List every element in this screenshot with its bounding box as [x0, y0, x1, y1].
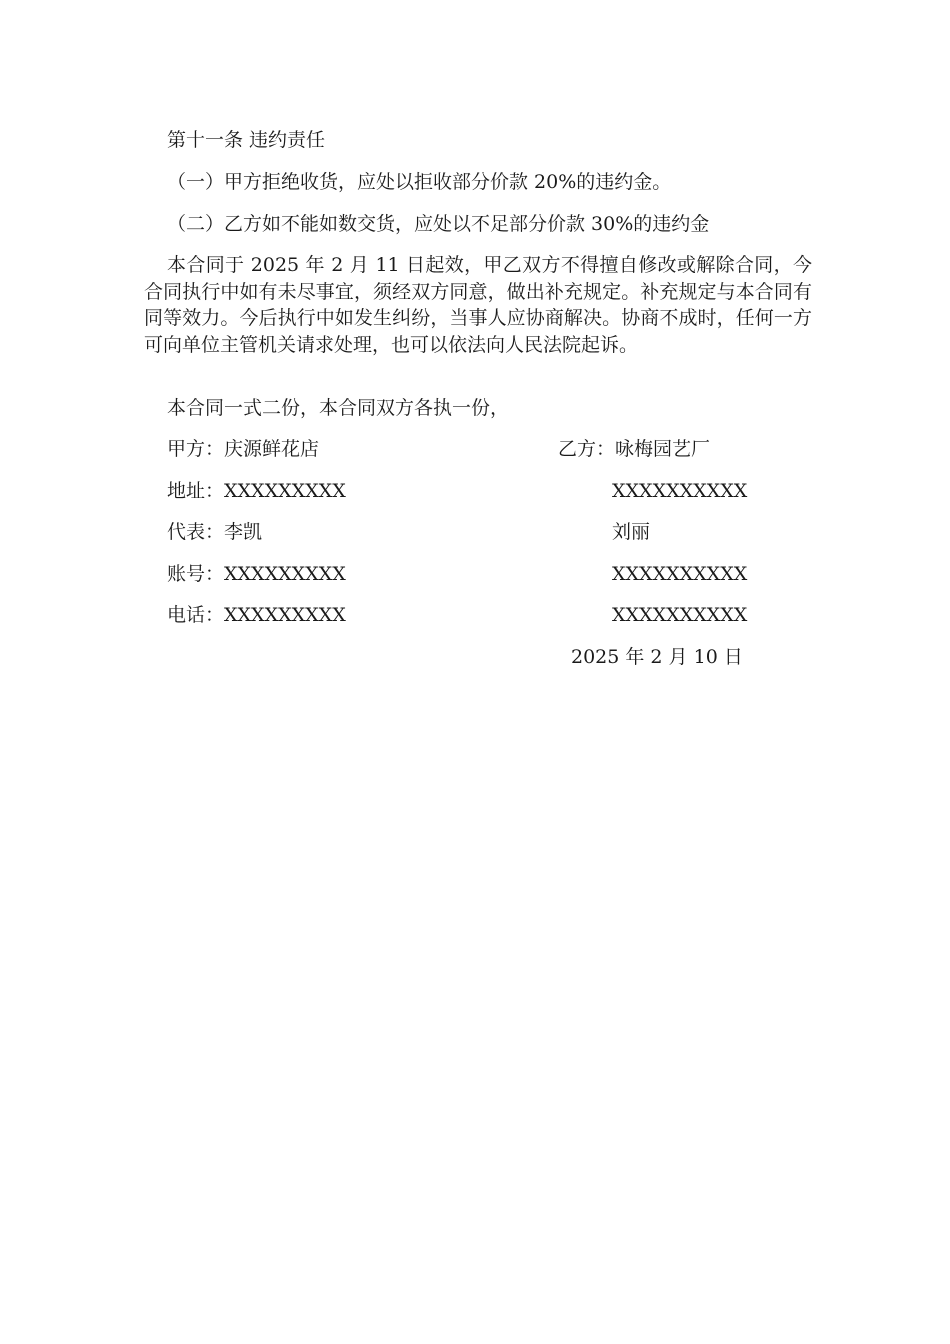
penalty-clause-1: （一）甲方拒绝收货，应处以拒收部分价款 20%的违约金。 [167, 171, 672, 193]
party-b-phone: XXXXXXXXXX [612, 604, 748, 626]
party-a-phone: 电话：XXXXXXXXX [167, 604, 346, 626]
party-b-account: XXXXXXXXXX [612, 563, 748, 585]
party-b-representative: 刘丽 [612, 521, 651, 543]
party-a-name: 甲方：庆源鲜花店 [167, 438, 320, 460]
copies-note: 本合同一式二份，本合同双方各执一份， [167, 397, 510, 419]
effective-paragraph: 本合同于 2025 年 2 月 11 日起效，甲乙双方不得擅自修改或解除合同，今合同执行中如有未尽事宜，须经双方同意，做出补充规定。补充规定与本合同有同等效力。今后执行中如发生纠纷，当事人应协商解决。协商不成时，任何一方可向单位主管机关请求处理，也可以依法向人民法院起诉。 [144, 254, 812, 356]
party-b-name: 乙方：咏梅园艺厂 [558, 438, 711, 460]
party-a-account: 账号：XXXXXXXXX [167, 563, 346, 585]
penalty-clause-2: （二）乙方如不能如数交货，应处以不足部分价款 30%的违约金 [167, 213, 710, 235]
party-a-address: 地址：XXXXXXXXX [167, 480, 346, 502]
signing-date: 2025 年 2 月 10 日 [571, 646, 743, 668]
party-a-representative: 代表：李凯 [167, 521, 263, 543]
party-b-address: XXXXXXXXXX [612, 480, 748, 502]
article-heading: 第十一条 违约责任 [167, 129, 326, 151]
